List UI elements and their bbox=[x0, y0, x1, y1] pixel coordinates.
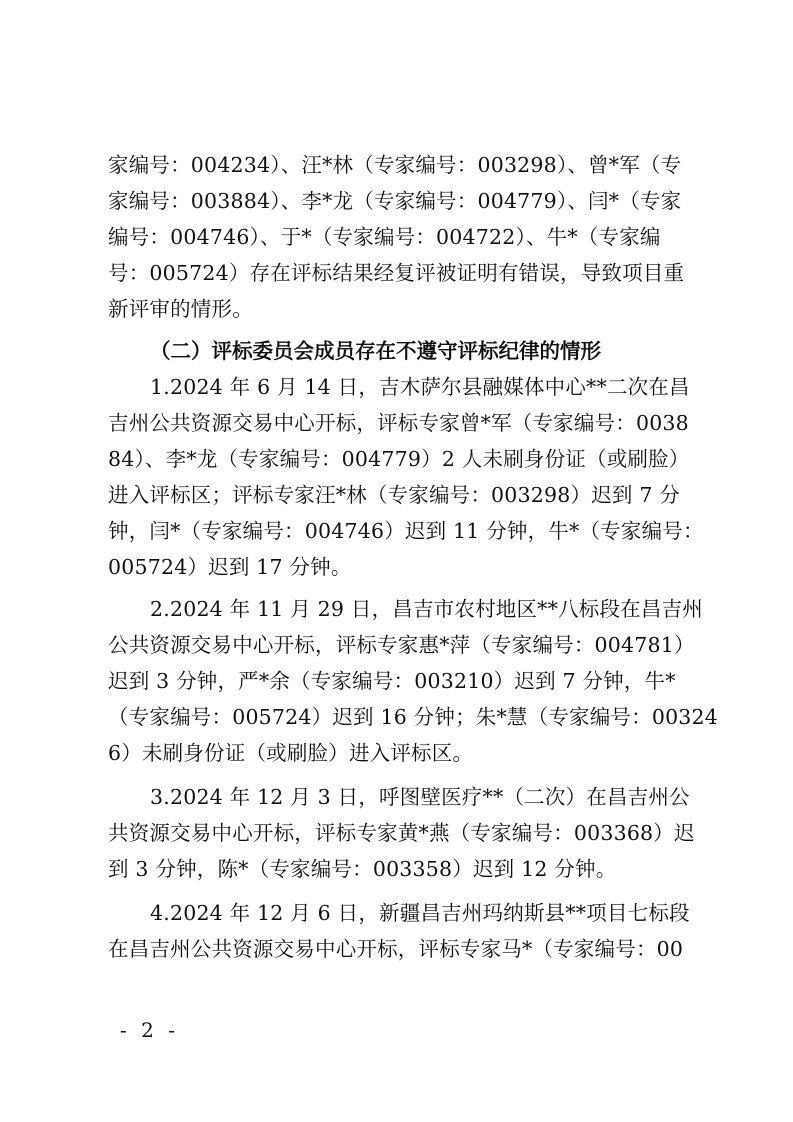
paragraph-start: 1.2024 年 6 月 14 日，吉木萨尔县融媒体中心**二次在昌 bbox=[150, 375, 690, 399]
text-line: 编号：004746）、于*（专家编号：004722）、牛*（专家编 bbox=[108, 225, 661, 249]
text-line: 家编号：004234）、汪*林（专家编号：003298）、曾*军（专 bbox=[108, 153, 682, 177]
text-line: 新评审的情形。 bbox=[108, 297, 253, 321]
page-number: - 2 - bbox=[120, 1018, 179, 1042]
paragraph-start: 2.2024 年 11 月 29 日，昌吉市农村地区**八标段在昌吉州 bbox=[150, 597, 703, 621]
text-line: 到 3 分钟，陈*（专家编号：003358）迟到 12 分钟。 bbox=[108, 857, 617, 881]
paragraph-start: 4.2024 年 12 月 6 日，新疆昌吉州玛纳斯县**项目七标段 bbox=[150, 901, 690, 925]
text-line: 钟，闫*（专家编号：004746）迟到 11 分钟，牛*（专家编号： bbox=[108, 519, 704, 543]
text-line: 84）、李*龙（专家编号：004779）2 人未刷身份证（或刷脸） bbox=[108, 447, 690, 471]
paragraph-start: 3.2024 年 12 月 3 日，呼图壁医疗**（二次）在昌吉州公 bbox=[150, 785, 690, 809]
text-line: 在昌吉州公共资源交易中心开标，评标专家马*（专家编号：00 bbox=[108, 937, 684, 961]
text-line: 进入评标区；评标专家汪*林（专家编号：003298）迟到 7 分 bbox=[108, 483, 680, 507]
text-line: 6）未刷身份证（或刷脸）进入评标区。 bbox=[108, 741, 474, 765]
text-line: 家编号：003884）、李*龙（专家编号：004779）、闫*（专家 bbox=[108, 189, 682, 213]
text-line: 迟到 3 分钟，严*余（专家编号：003210）迟到 7 分钟，牛* bbox=[108, 669, 676, 693]
text-line: 共资源交易中心开标，评标专家黄*燕（专家编号：003368）迟 bbox=[108, 821, 695, 845]
text-line: 公共资源交易中心开标，评标专家惠*萍（专家编号：004781） bbox=[108, 633, 695, 657]
section-heading: （二）评标委员会成员存在不遵守评标纪律的情形 bbox=[150, 339, 601, 363]
text-line: 吉州公共资源交易中心开标，评标专家曾*军（专家编号：0038 bbox=[108, 411, 689, 435]
text-line: 005724）迟到 17 分钟。 bbox=[108, 555, 352, 579]
text-line: （专家编号：005724）迟到 16 分钟；朱*慧（专家编号：00324 bbox=[108, 705, 719, 729]
text-line: 号：005724）存在评标结果经复评被证明有错误，导致项目重 bbox=[108, 261, 685, 285]
